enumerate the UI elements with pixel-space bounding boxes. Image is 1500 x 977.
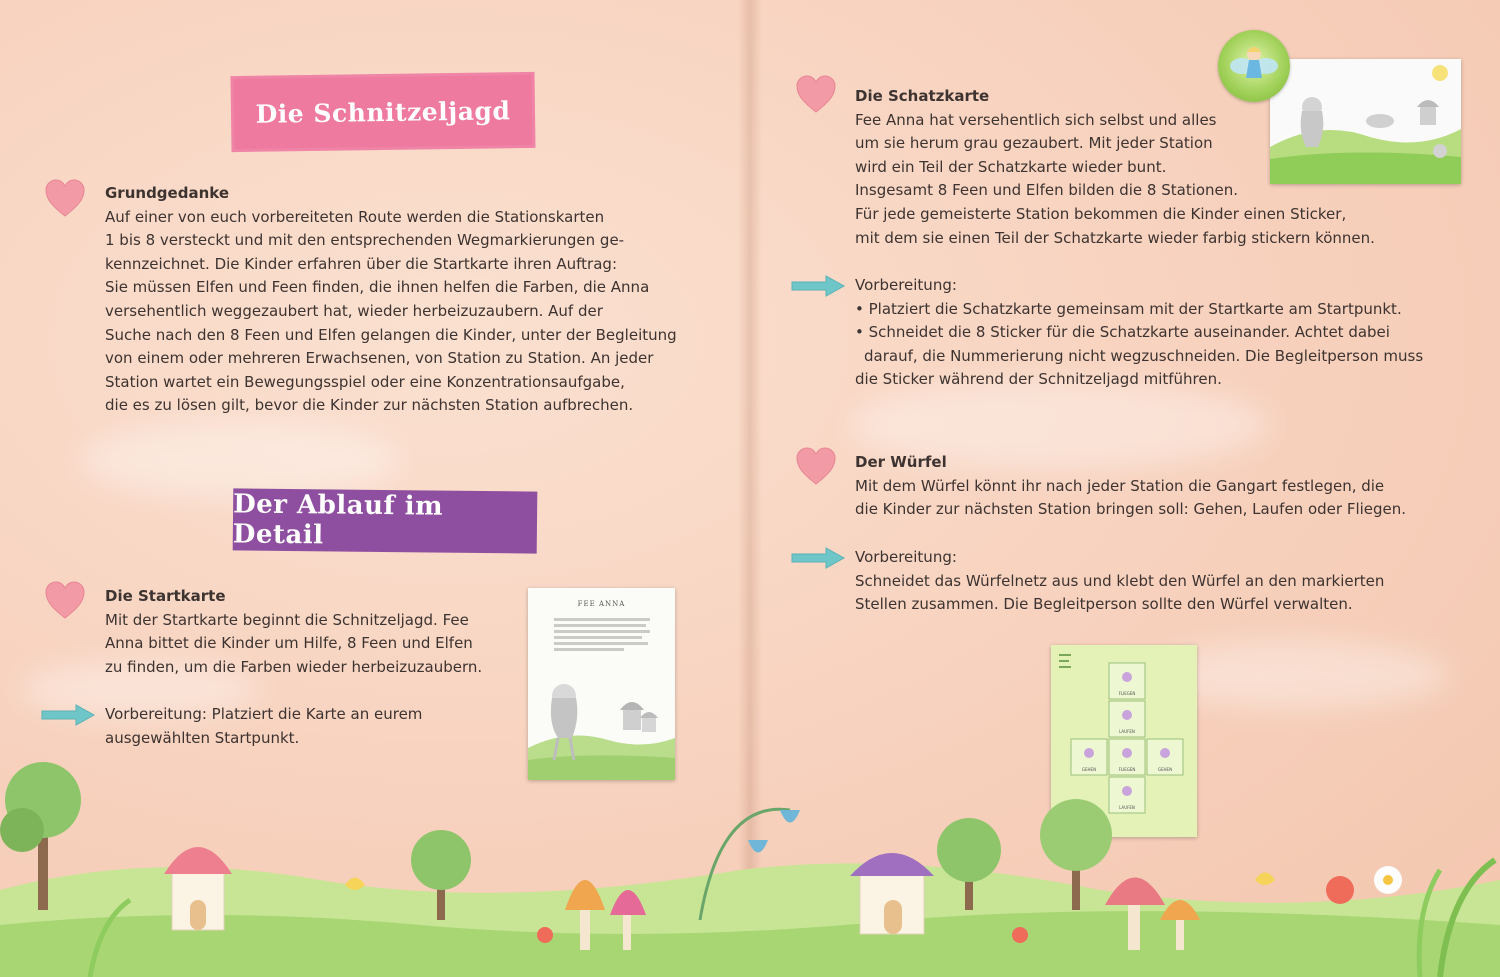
dice-face-label: FLIEGEN (1118, 691, 1136, 696)
text-line: • Platziert die Schatzkarte gemeinsam mit der Startkarte am Startpunkt. (855, 299, 1402, 318)
text-line: Auf einer von euch vorbereiteten Route werden die Stationskarten (105, 207, 605, 226)
dice-face-label: GEHEN (1157, 767, 1173, 772)
text-line: um sie herum grau gezaubert. Mit jeder Station (855, 134, 1213, 153)
text-line: wird ein Teil der Schatzkarte wieder bunt. (855, 157, 1167, 176)
text-line: Schneidet das Würfelnetz aus und klebt den Würfel an den markierten (855, 571, 1385, 590)
text-line: die Sticker während der Schnitzeljagd mitführen. (855, 370, 1222, 389)
text-line: Anna bittet die Kinder um Hilfe, 8 Feen und Elfen (105, 634, 473, 653)
arrow-right-icon (790, 274, 846, 298)
treasure-map-illustration (1270, 59, 1461, 184)
text-line: Für jede gemeisterte Station bekommen die Kinder einen Sticker, (855, 204, 1347, 223)
text-line: Suche nach den 8 Feen und Elfen gelangen die Kinder, unter der Begleitung (105, 325, 677, 344)
text-line: ausgewählten Startpunkt. (105, 728, 300, 747)
banner-title: Die Schnitzeljagd (255, 95, 511, 129)
startkarte-section (105, 585, 515, 679)
heart-icon (44, 178, 86, 218)
grundgedanke-section (105, 182, 695, 418)
text-line: Sie müssen Elfen und Feen finden, die ihnen helfen die Farben, die Anna (105, 278, 650, 297)
arrow-right-icon (40, 703, 96, 727)
text-line: 1 bis 8 versteckt und mit den entsprechenden Wegmarkierungen ge- (105, 231, 625, 250)
thumbnail-text-lines (554, 618, 650, 654)
section-heading: Die Startkarte (105, 587, 226, 605)
heart-icon (44, 580, 86, 620)
banner-title: Der Ablauf im Detail (232, 489, 444, 551)
heart-icon (795, 446, 837, 486)
schatzkarte-preparation (855, 274, 1455, 392)
wuerfel-section (855, 451, 1455, 522)
text-line: mit dem sie einen Teil der Schatzkarte wieder farbig stickern können. (855, 228, 1375, 247)
section-heading: Grundgedanke (105, 184, 229, 202)
dice-face-label: LAUFEN (1119, 729, 1135, 734)
section-heading: Die Schatzkarte (855, 87, 990, 105)
text-line: Mit dem Würfel könnt ihr nach jeder Station die Gangart festlegen, die (855, 476, 1385, 495)
arrow-right-icon (790, 546, 846, 570)
thumbnail-title: FEE ANNA (577, 600, 626, 608)
text-line: Station wartet ein Bewegungsspiel oder eine Konzentrationsaufgabe, (105, 372, 625, 391)
text-line: von einem oder mehreren Erwachsenen, von Station zu Station. An jeder (105, 349, 654, 368)
text-line: die es zu lösen gilt, bevor die Kinder zur nächsten Station aufbrechen. (105, 396, 634, 415)
banner-schnitzeljagd (230, 72, 535, 152)
text-line: darauf, die Nummerierung nicht wegzuschneiden. Die Begleitperson muss (864, 346, 1424, 365)
text-line: kennzeichnet. Die Kinder erfahren über die Startkarte ihren Auftrag: (105, 254, 617, 273)
banner-ablauf (233, 488, 538, 553)
fairy-badge-icon (1218, 30, 1290, 102)
fairy-figure (1218, 30, 1290, 102)
text-line: • Schneidet die 8 Sticker für die Schatzkarte auseinander. Achtet dabei (855, 323, 1390, 342)
text-line: Stellen zusammen. Die Begleitperson sollte den Würfel verwalten. (855, 595, 1353, 614)
preparation-label: Vorbereitung: (855, 548, 957, 566)
text-line: versehentlich weggezaubert hat, wieder herbeizuzaubern. Auf der (105, 301, 603, 320)
dice-face-label: FLIEGEN (1118, 767, 1136, 772)
wuerfel-preparation (855, 546, 1455, 617)
meadow-scenery (0, 740, 1500, 977)
section-heading: Der Würfel (855, 453, 947, 471)
heart-icon (795, 74, 837, 114)
text-line: Mit der Startkarte beginnt die Schnitzeljagd. Fee (105, 610, 469, 629)
text-line: die Kinder zur nächsten Station bringen soll: Gehen, Laufen oder Fliegen. (855, 500, 1407, 519)
text-line: Insgesamt 8 Feen und Elfen bilden die 8 Stationen. (855, 181, 1239, 200)
schatzkarte-thumbnail (1270, 59, 1461, 184)
dice-face-label: LAUFEN (1119, 805, 1135, 810)
text-line: zu finden, um die Farben wieder herbeizuzaubern. (105, 657, 483, 676)
preparation-label: Vorbereitung: (855, 276, 957, 294)
text-line: Fee Anna hat versehentlich sich selbst und alles (855, 110, 1217, 129)
dice-face-label: GEHEN (1081, 767, 1097, 772)
text-line: Vorbereitung: Platziert die Karte an eurem (105, 705, 423, 723)
